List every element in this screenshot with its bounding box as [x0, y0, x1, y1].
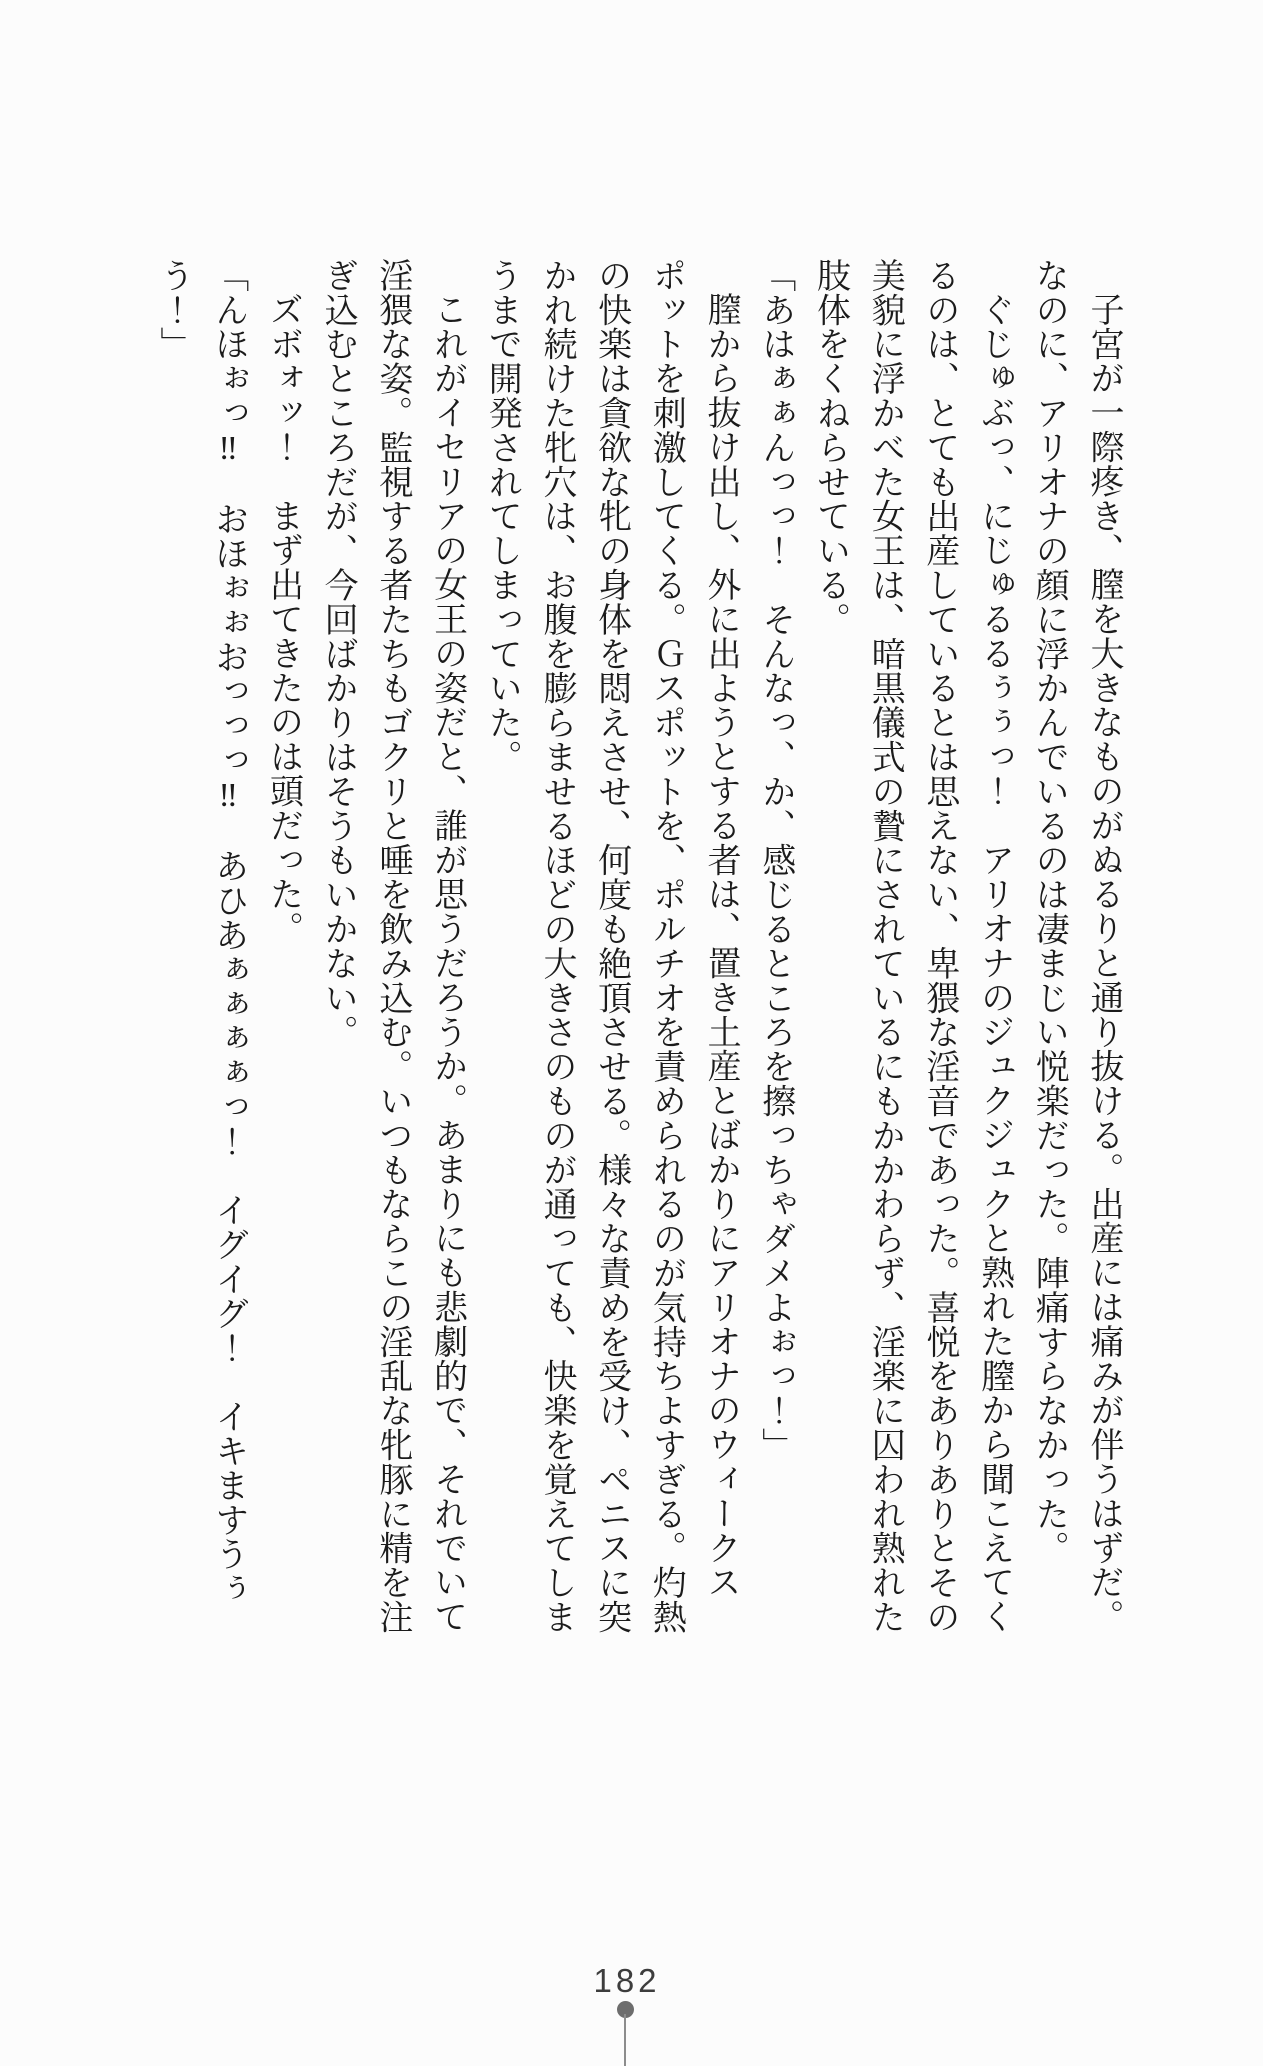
paragraph-6: ズボォッ！ まず出てきたのは頭だった。	[264, 292, 302, 946]
paragraph-3-dialogue: 「あはぁぁんっっ！ そんなっ、か、感じるところを擦っちゃダメよぉっ！」	[756, 258, 794, 1462]
paragraph-5: これがイセリアの女王の姿だと、誰が思うだろうか。あまりにも悲劇的で、それでいて淫猥な姿。監視する者たちもゴクリと唾を飲み込む。いつもならこの淫乱な牝豚に精を注ぎ込むところだが、今回ばかりはそうもいかない。	[319, 258, 466, 1634]
novel-text-block	[145, 258, 1130, 1638]
page-marker-line	[624, 2014, 626, 2066]
paragraph-2: ぐじゅぶっ、にじゅるるぅぅっ！ アリオナのジュクジュクと熟れた膣から聞こえてくるのは、とても出産しているとは思えない、卑猥な淫音であった。喜悦をありありとその美貌に浮かべた女王は、暗黒儀式の贄にされているにもかかわらず、淫楽に囚われ熟れた肢体をくねらせている。	[811, 258, 1013, 1634]
paragraph-4: 膣から抜け出し、外に出ようとする者は、置き土産とばかりにアリオナのウィークスポットを刺激してくる。Ｇスポットを、ポルチオを責められるのが気持ちよすぎる。灼熱の快楽は貪欲な牝の身体を悶えさせ、何度も絶頂させる。様々な責めを受け、ペニスに突かれ続けた牝穴は、お腹を膨らませるほどの大きさのものが通っても、快楽を覚えてしまうまで開発されてしまっていた。	[483, 258, 740, 1634]
page-number: 182	[593, 1962, 661, 1999]
paragraph-1: 子宮が一際疼き、膣を大きなものがぬるりと通り抜ける。出産には痛みが伴うはずだ。なのに、アリオナの顔に浮かんでいるのは凄まじい悦楽だった。陣痛すらなかった。	[1030, 258, 1122, 1634]
paragraph-7-dialogue: 「んほぉっ‼ おほぉぉおっっっ‼ あひあぁぁぁぁっ！ イグイグ！ イキますうぅう！」	[155, 258, 247, 1606]
